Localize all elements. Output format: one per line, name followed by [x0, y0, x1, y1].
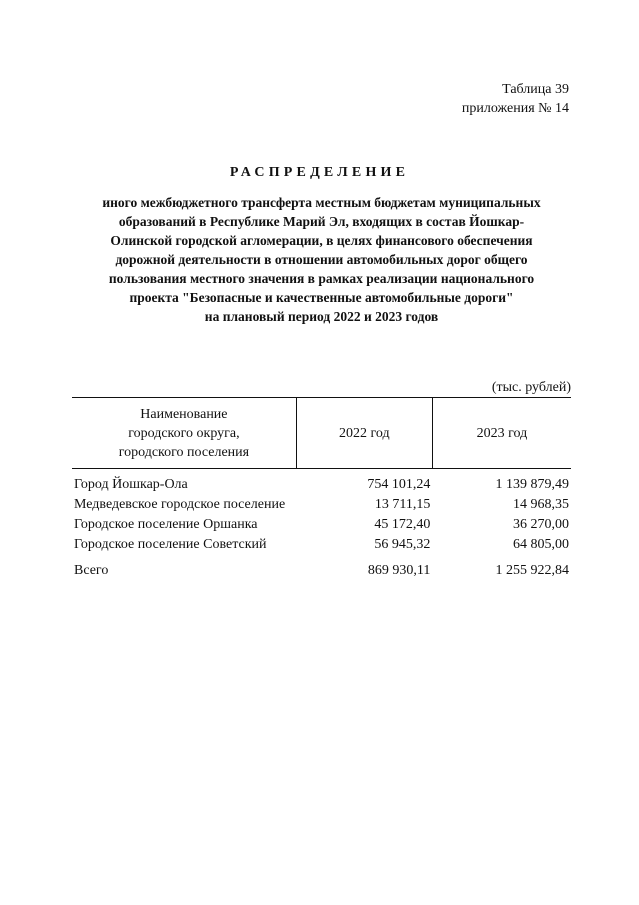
total-value-2022: 869 930,11: [367, 563, 431, 578]
row-value-2022: 56 945,32: [374, 537, 431, 552]
subtitle-line: проекта "Безопасные и качественные автомобильные дороги": [129, 290, 514, 305]
subtitle-line: иного межбюджетного трансферта местным бюджетам муниципальных: [102, 195, 541, 210]
row-value-2022: 13 711,15: [374, 497, 431, 512]
document-heading: РАСПРЕДЕЛЕНИЕ: [229, 165, 410, 180]
table-header-row: [72, 398, 571, 469]
subtitle-line: дорожной деятельности в отношении автомобильных дорог общего: [115, 252, 528, 267]
units-label: (тыс. рублей): [491, 380, 571, 395]
appendix-number: приложения № 14: [461, 101, 569, 116]
row-value-2023: 14 968,35: [513, 497, 569, 512]
row-name: Городское поселение Советский: [74, 537, 267, 552]
total-label: Всего: [74, 563, 109, 578]
document-subtitle: [70, 193, 573, 326]
row-value-2023: 64 805,00: [513, 537, 569, 552]
table-row: [72, 469, 571, 496]
row-value-2022: 45 172,40: [374, 517, 431, 532]
row-name: Город Йошкар-Ола: [74, 477, 188, 492]
subtitle-line: пользования местного значения в рамках реализации национального: [108, 271, 535, 286]
table-reference: [462, 80, 569, 118]
subtitle-line: Олинской городской агломерации, в целях финансового обеспечения: [110, 233, 533, 248]
header-name-line: городского поселения: [118, 444, 250, 460]
table-row: [72, 495, 571, 515]
table-row: [72, 515, 571, 535]
row-value-2022: 754 101,24: [367, 477, 431, 492]
header-2023: 2023 год: [432, 398, 571, 469]
row-name: Городское поселение Оршанка: [74, 517, 258, 532]
header-name-line: городского округа,: [128, 425, 240, 441]
row-name: Медведевское городское поселение: [74, 497, 286, 512]
table-number: Таблица 39: [502, 82, 569, 97]
header-2022: 2022 год: [296, 398, 432, 469]
row-value-2023: 36 270,00: [513, 517, 569, 532]
header-name: [72, 398, 296, 469]
subtitle-line: на плановый период 2022 и 2023 годов: [204, 309, 439, 324]
total-value-2023: 1 255 922,84: [495, 563, 569, 578]
distribution-table: [72, 397, 571, 581]
total-row: [72, 555, 571, 581]
subtitle-line: образований в Республике Марий Эл, входящих в состав Йошкар-: [118, 214, 525, 229]
row-value-2023: 1 139 879,49: [495, 477, 569, 492]
header-name-line: Наименование: [140, 406, 228, 422]
table-row: [72, 535, 571, 555]
